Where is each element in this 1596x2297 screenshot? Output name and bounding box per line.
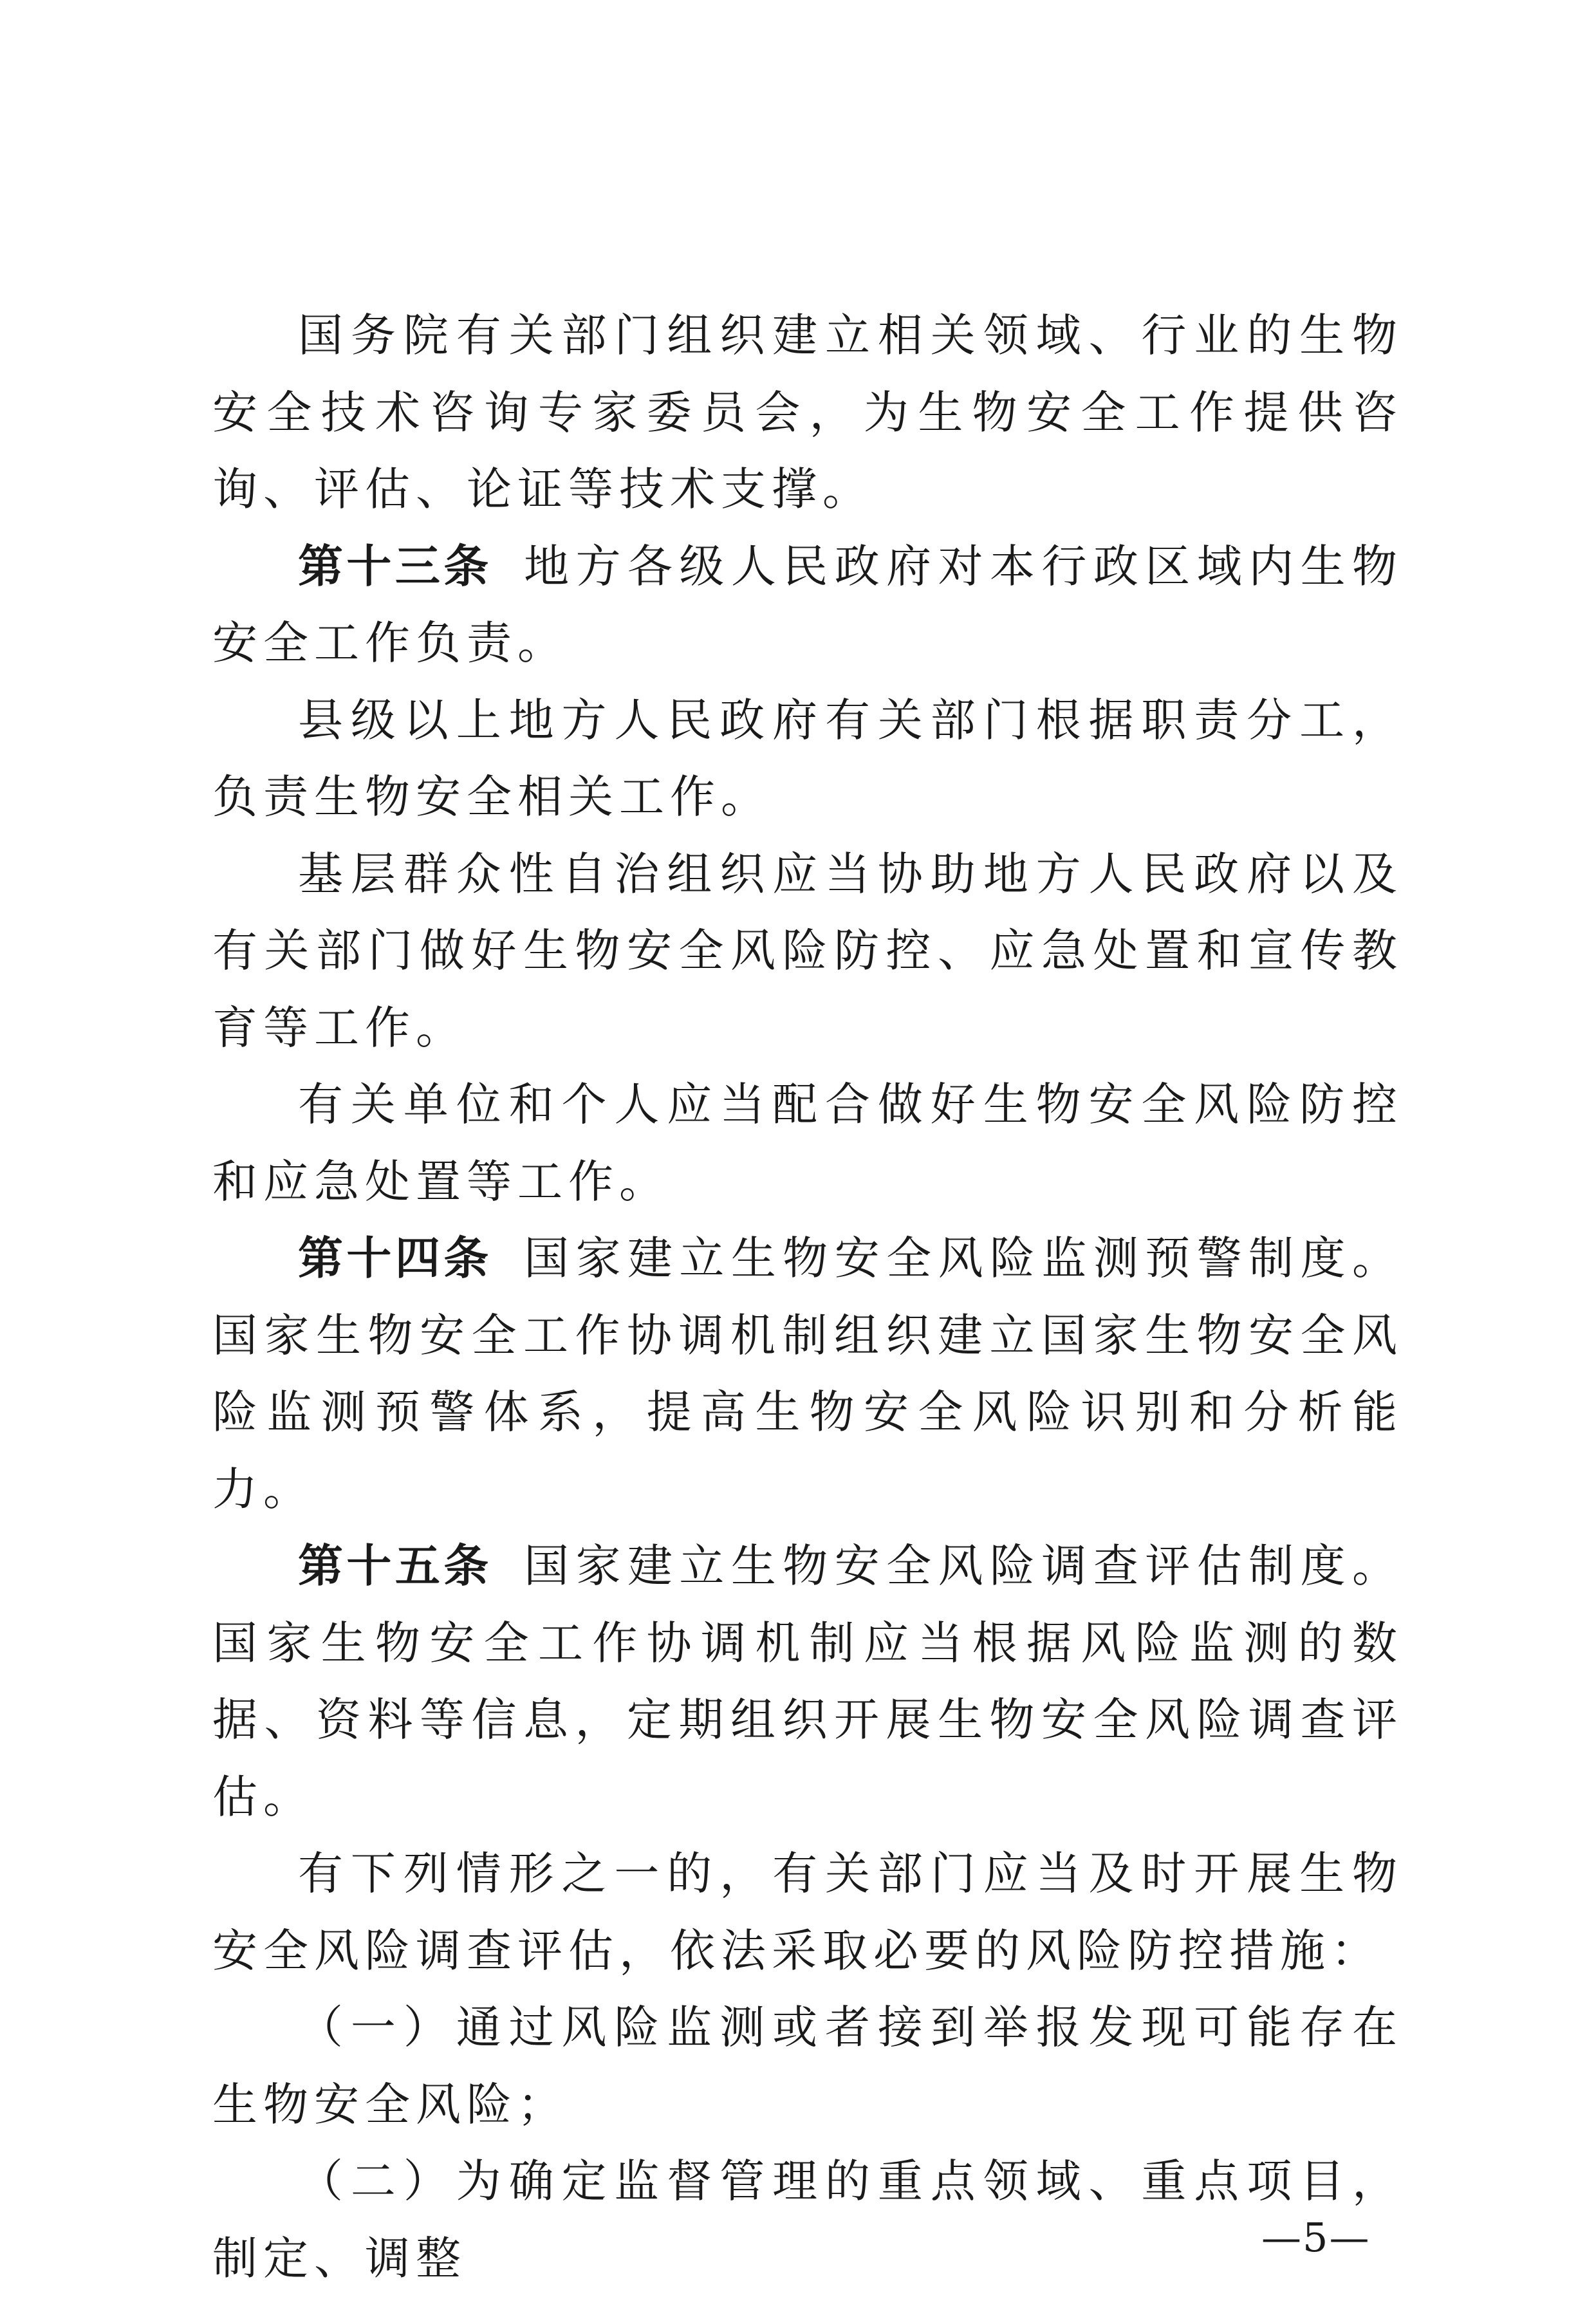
- list-item: （二）为确定监督管理的重点领域、重点项目，制定、调整: [212, 2155, 1403, 2285]
- document-body: [212, 297, 1403, 2297]
- article-heading: 第十五条: [298, 1539, 492, 1592]
- paragraph: 有关单位和个人应当配合做好生物安全风险防控和应急处置等工作。: [212, 1078, 1403, 1208]
- article-heading: 第十四条: [298, 1232, 492, 1285]
- article-heading: 第十三条: [298, 539, 492, 593]
- paragraph: 基层群众性自治组织应当协助地方人民政府以及有关部门做好生物安全风险防控、应急处置和宣传教育等工作。: [212, 847, 1403, 1054]
- paragraph: 有下列情形之一的，有关部门应当及时开展生物安全风险调查评估，依法采取必要的风险防控措施：: [212, 1847, 1403, 1977]
- page-number: —5—: [1261, 2214, 1371, 2261]
- article-paragraph: 第十四条 国家建立生物安全风险监测预警制度。国家生物安全工作协调机制组织建立国家生物安全风险监测预警体系，提高生物安全风险识别和分析能力。: [212, 1232, 1404, 1516]
- list-item: （一）通过风险监测或者接到举报发现可能存在生物安全风险；: [212, 2001, 1403, 2131]
- article-paragraph: 第十五条 国家建立生物安全风险调查评估制度。国家生物安全工作协调机制应当根据风险监测的数据、资料等信息，定期组织开展生物安全风险调查评估。: [212, 1539, 1404, 1823]
- paragraph: 县级以上地方人民政府有关部门根据职责分工，负责生物安全相关工作。: [212, 693, 1403, 823]
- paragraph: 国务院有关部门组织建立相关领域、行业的生物安全技术咨询专家委员会，为生物安全工作提供咨询、评估、论证等技术支撑。: [212, 309, 1403, 516]
- article-paragraph: 第十三条 地方各级人民政府对本行政区域内生物安全工作负责。: [212, 539, 1404, 669]
